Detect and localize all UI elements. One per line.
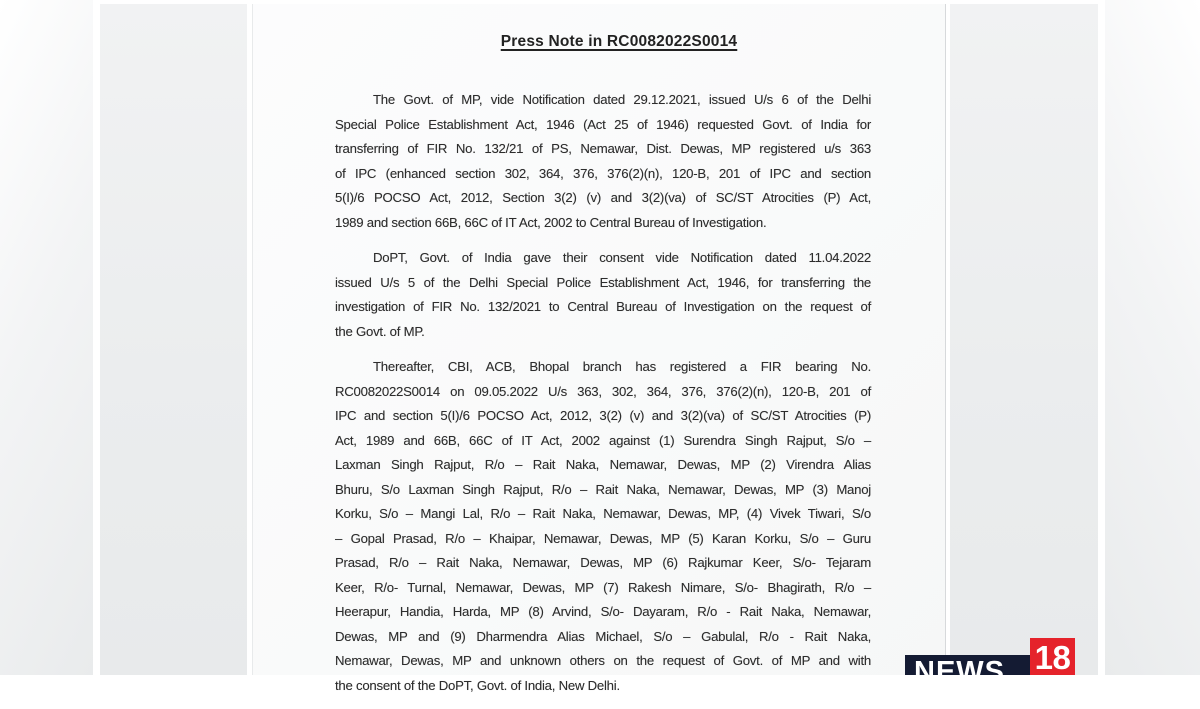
document-title: [253, 33, 945, 51]
press-note-line: issued U/s 5 of the Delhi Special Police Establishment Act, 1946, for transferring the: [335, 274, 871, 290]
press-note-line: investigation of FIR No. 132/2021 to Central Bureau of Investigation on the request of: [335, 299, 871, 314]
press-note-line: IPC and section 5(I)/6 POCSO Act, 2012, 3(2) (v) and 3(2)(va) of SC/ST Atrocities (P): [335, 408, 871, 423]
press-note-line: Korku, S/o – Mangi Lal, R/o – Rait Naka, Nemawar, Dewas, MP, (4) Vivek Tiwari, S/o: [335, 506, 871, 521]
backdrop-left-gradient: [0, 0, 93, 675]
backdrop-left-panel: [100, 4, 247, 675]
press-note-line: – Gopal Prasad, R/o – Khaipar, Nemawar, Dewas, MP (5) Karan Korku, S/o – Guru: [335, 530, 871, 546]
press-note-line: DoPT, Govt. of India gave their consent vide Notification dated 11.04.2022: [373, 250, 871, 265]
press-note-paragraph: [335, 88, 871, 235]
press-note-paragraph: [335, 246, 871, 344]
news18-wordmark: NEWS: [914, 656, 1005, 688]
press-note-line: Heerapur, Handia, Harda, MP (8) Arvind, S/o- Dayaram, R/o - Rait Naka, Nemawar,: [335, 604, 871, 619]
press-note-line: of IPC (enhanced section 302, 364, 376, 376(2)(n), 120-B, 201 of IPC and section: [335, 165, 871, 181]
press-note-line: Keer, R/o- Turnal, Nemawar, Dewas, MP (7) Rakesh Nimare, S/o- Bhagirath, R/o –: [335, 579, 871, 595]
press-note-line: Laxman Singh Rajput, R/o – Rait Naka, Nemawar, Dewas, MP (2) Virendra Alias: [335, 457, 871, 472]
backdrop-right-panel: [950, 4, 1098, 675]
backdrop-right-gradient: [1105, 0, 1200, 675]
press-note-line: Bhuru, S/o Laxman Singh Rajput, R/o – Rait Naka, Nemawar, Dewas, MP (3) Manoj: [335, 481, 871, 497]
press-note-line: Dewas, MP and (9) Dharmendra Alias Michael, S/o – Gabulal, R/o - Rait Naka,: [335, 628, 871, 644]
press-note-line: The Govt. of MP, vide Notification dated 29.12.2021, issued U/s 6 of the Delhi: [373, 92, 871, 107]
news18-number: 18: [1034, 639, 1071, 676]
press-note-line: Act, 1989 and 66B, 66C of IT Act, 2002 against (1) Surendra Singh Rajput, S/o –: [335, 432, 871, 448]
press-note-line: 1989 and section 66B, 66C of IT Act, 2002 to Central Bureau of Investigation.: [335, 214, 767, 230]
press-note-paragraph: [335, 355, 871, 698]
press-note-line: Thereafter, CBI, ACB, Bhopal branch has registered a FIR bearing No.: [373, 359, 871, 374]
press-note-body: [335, 88, 871, 709]
press-note-line: RC0082022S0014 on 09.05.2022 U/s 363, 302, 364, 376, 376(2)(n), 120-B, 201 of: [335, 383, 871, 399]
press-note-line: 5(I)/6 POCSO Act, 2012, Section 3(2) (v) and 3(2)(va) of SC/ST Atrocities (P) Act,: [335, 190, 871, 205]
press-note-line: the Govt. of MP.: [335, 323, 425, 339]
press-note-line: Special Police Establishment Act, 1946 (Act 25 of 1946) requested Govt. of India for: [335, 116, 871, 132]
press-note-line: transferring of FIR No. 132/21 of PS, Nemawar, Dist. Dewas, MP registered u/s 363: [335, 141, 871, 156]
document-title-text: Press Note in RC0082022S0014: [500, 33, 738, 50]
press-note-line: the consent of the DoPT, Govt. of India, New Delhi.: [335, 677, 620, 693]
press-note-document: [253, 4, 945, 693]
press-note-line: Prasad, R/o – Rait Naka, Nemawar, Dewas, MP (6) Rajkumar Keer, S/o- Tejaram: [335, 555, 871, 570]
press-note-line: Nemawar, Dewas, MP and unknown others on the request of Govt. of MP and with: [335, 653, 871, 668]
